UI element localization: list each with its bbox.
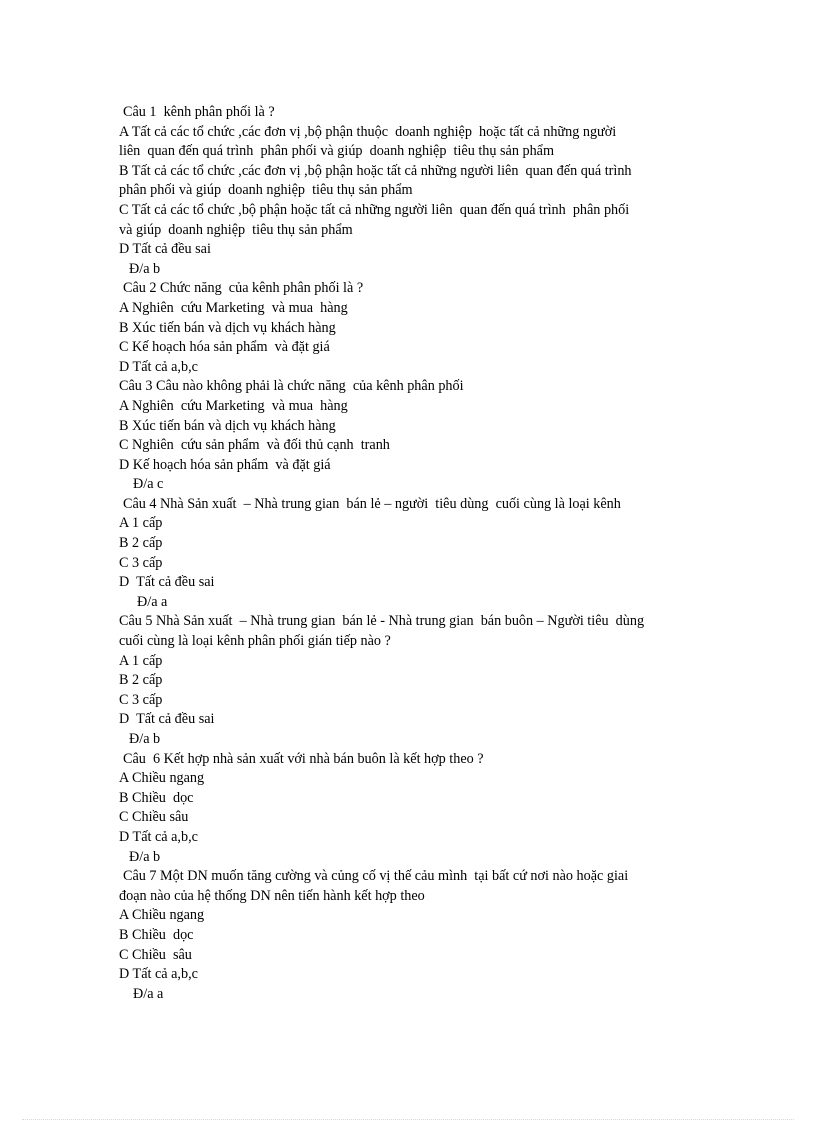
- option-line: C Kế hoạch hóa sản phẩm và đặt giá: [119, 339, 330, 356]
- option-line: C Nghiên cứu sản phẩm và đối thủ cạnh tranh: [119, 437, 390, 454]
- answer-key-line: Đ/a a: [137, 593, 168, 610]
- continuation-line: liên quan đến quá trình phân phối và giúp doanh nghiệp tiêu thụ sản phẩm: [119, 143, 554, 160]
- option-line: D Tất cả đều sai: [119, 574, 215, 591]
- answer-key-line: Đ/a b: [129, 731, 161, 747]
- option-line: D Tất cả a,b,c: [119, 966, 198, 983]
- answer-key-line: Đ/a a: [133, 985, 164, 1002]
- option-line: B 2 cấp: [119, 535, 163, 552]
- option-line: A Nghiên cứu Marketing và mua hàng: [119, 299, 348, 316]
- answer-key-line: Đ/a b: [129, 848, 161, 865]
- question-line: Câu 6 Kết hợp nhà sản xuất với nhà bán buôn là kết hợp theo ?: [123, 750, 484, 767]
- option-line: B Chiều dọc: [119, 789, 194, 806]
- continuation-line: phân phối và giúp doanh nghiệp tiêu thụ sản phẩm: [119, 182, 413, 199]
- option-line: C Chiều sâu: [119, 946, 192, 963]
- option-line: C Tất cả các tổ chức ,bộ phận hoặc tất cả những người liên quan đến quá trình phân phối: [119, 201, 630, 218]
- option-line: D Tất cả đều sai: [119, 711, 215, 728]
- option-line: A Chiều ngang: [119, 770, 205, 787]
- continuation-line: cuối cùng là loại kênh phân phối gián tiếp nào ?: [119, 633, 391, 650]
- question-line: Câu 2 Chức năng của kênh phân phối là ?: [123, 280, 364, 297]
- option-line: C 3 cấp: [119, 691, 163, 708]
- continuation-line: và giúp doanh nghiệp tiêu thụ sản phẩm: [119, 221, 353, 238]
- answer-key-line: Đ/a b: [129, 260, 161, 277]
- question-line: Câu 5 Nhà Sản xuất – Nhà trung gian bán lẻ - Nhà trung gian bán buôn – Người tiêu dùng: [119, 613, 645, 630]
- option-line: B Xúc tiến bán và dịch vụ khách hàng: [119, 417, 336, 434]
- option-line: A Chiều ngang: [119, 907, 205, 924]
- option-line: D Kế hoạch hóa sản phẩm và đặt giá: [119, 456, 331, 473]
- option-line: A 1 cấp: [119, 652, 163, 669]
- option-line: A Nghiên cứu Marketing và mua hàng: [119, 397, 348, 414]
- option-line: B Chiều dọc: [119, 926, 194, 943]
- option-line: A Tất cả các tổ chức ,các đơn vị ,bộ phận thuộc doanh nghiệp hoặc tất cả những người: [119, 123, 617, 140]
- option-line: A 1 cấp: [119, 515, 163, 532]
- option-line: C 3 cấp: [119, 554, 163, 571]
- option-line: D Tất cả a,b,c: [119, 828, 198, 845]
- option-line: B Tất cả các tổ chức ,các đơn vị ,bộ phận hoặc tất cả những người liên quan đến quá trình: [119, 162, 632, 179]
- page-bottom-divider: [22, 1119, 794, 1120]
- continuation-line: đoạn nào của hệ thống DN nên tiến hành kết hợp theo: [119, 887, 425, 904]
- option-line: D Tất cả a,b,c: [119, 358, 198, 375]
- option-line: B Xúc tiến bán và dịch vụ khách hàng: [119, 319, 336, 336]
- question-line: Câu 7 Một DN muốn tăng cường và củng cố vị thế cảu mình tại bất cứ nơi nào hoặc giai: [123, 868, 629, 885]
- question-line: Câu 3 Câu nào không phải là chức năng của kênh phân phối: [119, 378, 464, 395]
- option-line: D Tất cả đều sai: [119, 241, 211, 258]
- option-line: C Chiều sâu: [119, 809, 189, 826]
- question-line: Câu 4 Nhà Sản xuất – Nhà trung gian bán lẻ – người tiêu dùng cuối cùng là loại kênh: [123, 495, 621, 512]
- document-body: [119, 103, 719, 1004]
- question-line: Câu 1 kênh phân phối là ?: [123, 104, 275, 120]
- option-line: B 2 cấp: [119, 672, 163, 689]
- answer-key-line: Đ/a c: [133, 476, 164, 493]
